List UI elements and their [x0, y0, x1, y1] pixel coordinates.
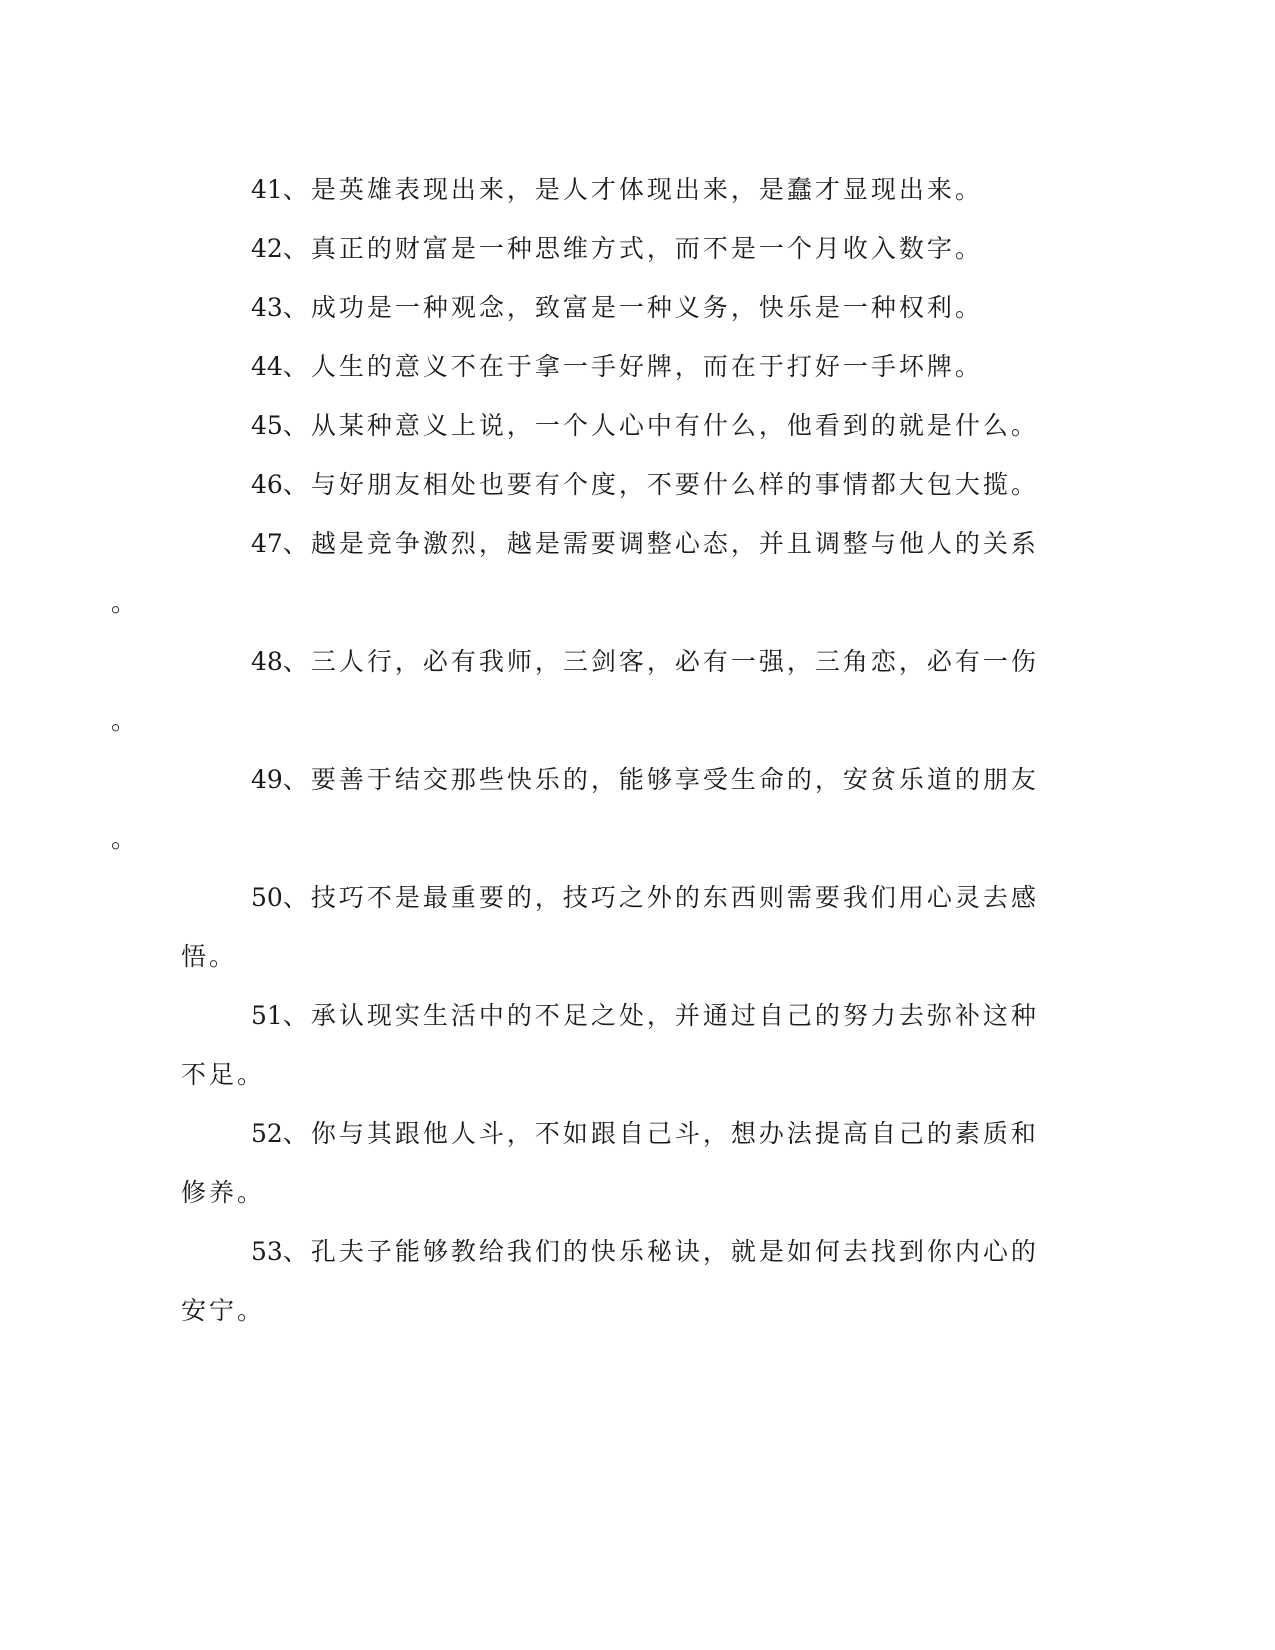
quote-number: 41	[251, 175, 283, 204]
quote-number: 50	[251, 883, 283, 912]
quote-number: 45	[251, 411, 283, 440]
quote-50	[181, 868, 1041, 986]
quote-number: 42	[251, 234, 283, 263]
quote-text: 、三人行，必有我师，三剑客，必有一强，三角恋，必有一伤	[282, 647, 1039, 676]
quote-tail: 。	[111, 706, 140, 735]
quote-47	[111, 514, 1041, 632]
quote-51	[181, 986, 1041, 1104]
quote-text: 、你与其跟他人斗，不如跟自己斗，想办法提高自己的素质和修养。	[181, 1119, 1039, 1207]
quote-list	[111, 160, 1041, 1340]
quote-text: 、真正的财富是一种思维方式，而不是一个月收入数字。	[282, 234, 983, 263]
quote-48	[111, 632, 1041, 750]
quote-number: 46	[251, 470, 283, 499]
quote-text: 、承认现实生活中的不足之处，并通过自己的努力去弥补这种不足。	[181, 1001, 1039, 1089]
quote-number: 48	[251, 647, 283, 676]
quote-text: 、技巧不是最重要的，技巧之外的东西则需要我们用心灵去感悟。	[181, 883, 1039, 971]
quote-42	[181, 219, 1041, 278]
quote-text: 、孔夫子能够教给我们的快乐秘诀，就是如何去找到你内心的安宁。	[181, 1237, 1039, 1325]
quote-text: 、是英雄表现出来，是人才体现出来，是蠢才显现出来。	[282, 175, 983, 204]
quote-text: 、越是竞争激烈，越是需要调整心态，并且调整与他人的关系	[282, 529, 1039, 558]
quote-52	[181, 1104, 1041, 1222]
quote-number: 53	[251, 1237, 283, 1266]
quote-number: 51	[251, 1001, 283, 1030]
quote-number: 47	[251, 529, 283, 558]
quote-text: 、成功是一种观念，致富是一种义务，快乐是一种权利。	[282, 293, 983, 322]
quote-41	[181, 160, 1041, 219]
quote-tail: 。	[111, 824, 140, 853]
quote-53	[181, 1222, 1041, 1340]
quote-44	[181, 337, 1041, 396]
quote-text: 、与好朋友相处也要有个度，不要什么样的事情都大包大揽。	[282, 470, 1039, 499]
quote-number: 44	[251, 352, 283, 381]
quote-number: 43	[251, 293, 283, 322]
quote-text: 、要善于结交那些快乐的，能够享受生命的，安贫乐道的朋友	[282, 765, 1039, 794]
quote-text: 、人生的意义不在于拿一手好牌，而在于打好一手坏牌。	[282, 352, 983, 381]
quote-46	[181, 455, 1041, 514]
quote-tail: 。	[111, 588, 140, 617]
quote-45	[181, 396, 1041, 455]
quote-number: 52	[251, 1119, 283, 1148]
quote-text: 、从某种意义上说，一个人心中有什么，他看到的就是什么。	[282, 411, 1039, 440]
quote-43	[181, 278, 1041, 337]
quote-49	[111, 750, 1041, 868]
quote-number: 49	[251, 765, 283, 794]
